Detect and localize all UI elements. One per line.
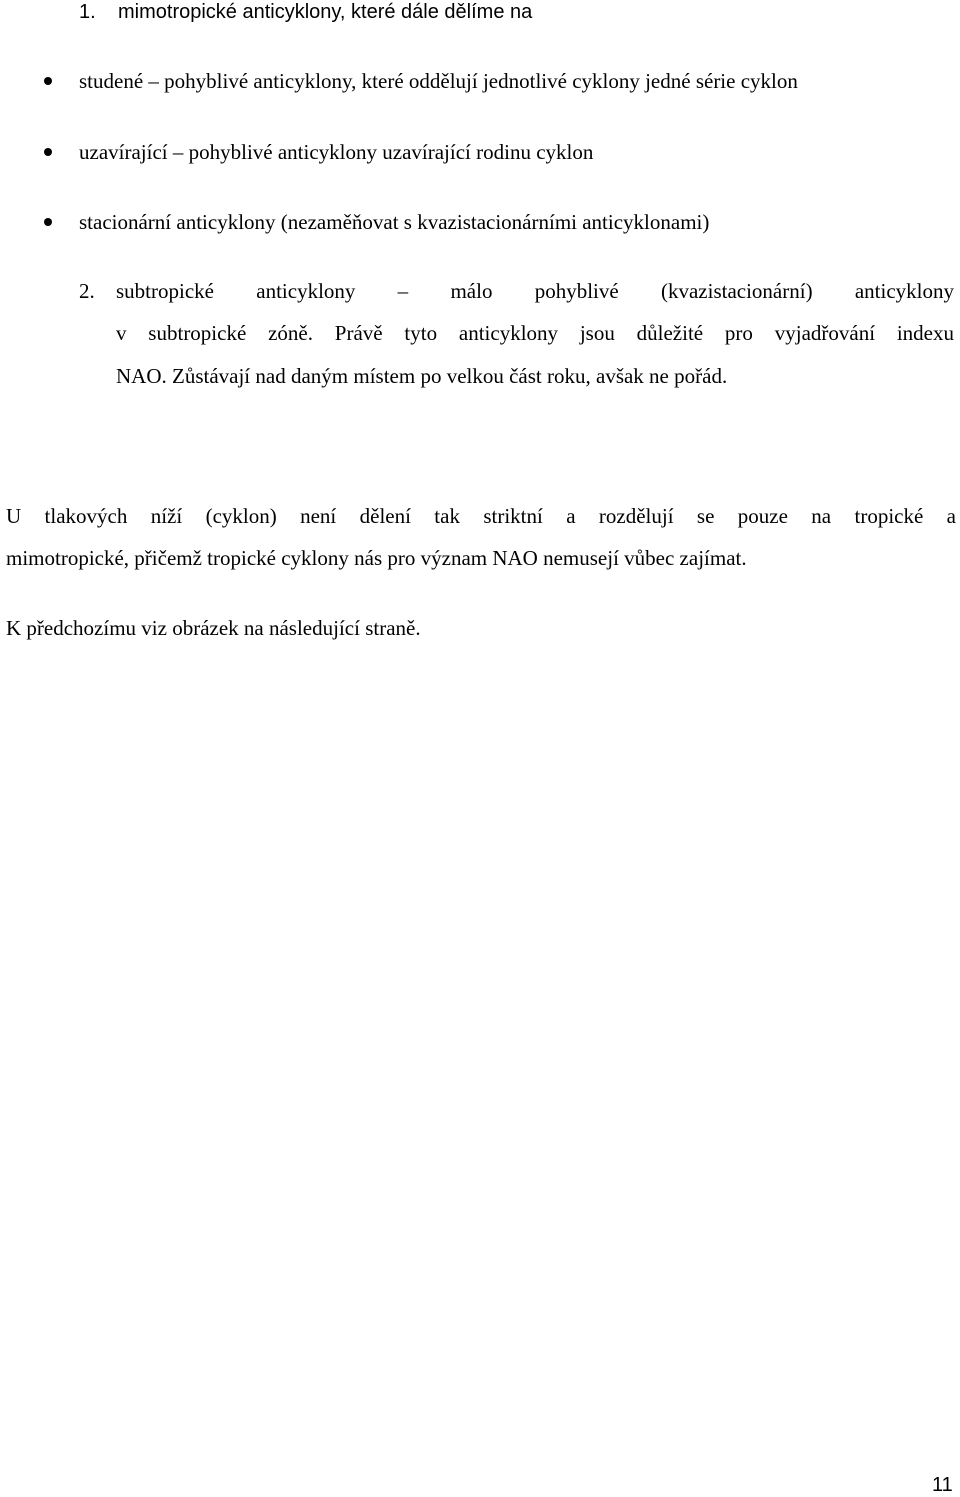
item2-line-1: subtropické anticyklony – málo pohyblivé (kvazistacionární) anticyklony xyxy=(116,279,954,303)
bullet-icon xyxy=(44,77,52,85)
page-number: 11 xyxy=(932,1474,953,1496)
item2-line-3: NAO. Zůstávají nad daným místem po velkou část roku, avšak ne pořád. xyxy=(116,364,728,388)
paragraph2: K předchozímu viz obrázek na následující straně. xyxy=(6,616,421,640)
item1-text: mimotropické anticyklony, které dále dělíme na xyxy=(118,1,533,23)
paragraph1-line-2: mimotropické, přičemž tropické cyklony nás pro význam NAO nemusejí vůbec zajímat. xyxy=(6,546,747,570)
item2-number: 2. xyxy=(79,279,95,303)
bullet-text: uzavírající – pohyblivé anticyklony uzavírající rodinu cyklon xyxy=(79,140,594,164)
bullet-text: studené – pohyblivé anticyklony, které oddělují jednotlivé cyklony jedné série cyklon xyxy=(79,69,798,93)
item2-line-2: v subtropické zóně. Právě tyto anticyklony jsou důležité pro vyjadřování indexu xyxy=(116,321,954,345)
bullet-icon xyxy=(44,148,52,156)
bullet-icon xyxy=(44,218,52,226)
bullet-text: stacionární anticyklony (nezaměňovat s kvazistacionárními anticyklonami) xyxy=(79,210,710,234)
paragraph1-line-1: U tlakových níží (cyklon) není dělení tak striktní a rozdělují se pouze na tropické a xyxy=(6,504,956,528)
item1-number: 1. xyxy=(79,1,96,23)
